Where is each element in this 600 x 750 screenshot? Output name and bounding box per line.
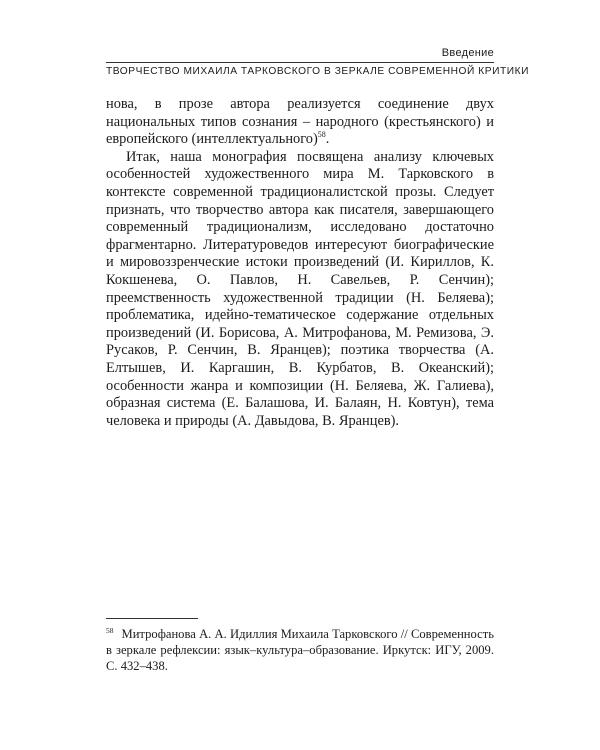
- paragraph-1-end: .: [325, 131, 330, 148]
- footnote-number: 58: [106, 626, 114, 635]
- paragraph-continued: [106, 96, 494, 149]
- footnote-divider: [106, 618, 198, 619]
- running-head: [106, 46, 529, 79]
- book-title: ТВОРЧЕСТВО МИХАИЛА ТАРКОВСКОГО В ЗЕРКАЛЕ СОВРЕМЕННОЙ КРИТИКИ: [106, 66, 529, 77]
- main-text: [106, 96, 494, 430]
- section-label: Введение: [106, 46, 494, 63]
- footnote-text: Митрофанова А. А. Идиллия Михаила Тарковского // Современность в зеркале рефлексии: язык–культура–образование. Иркутск: ИГУ, 2009. С. 432–438.: [106, 627, 494, 673]
- footnote: [106, 626, 494, 674]
- paragraph-1-text: нова, в прозе автора реализуется соединение двух национальных типов сознания – народного (крестьянского) и европейского (интеллектуального): [106, 96, 494, 148]
- footnote-reference[interactable]: 58: [317, 130, 326, 140]
- paragraph-2: Итак, наша монография посвящена анализу ключевых особенностей художественного мира М. Тарковского в контексте современной традиционалистской прозы. Следует признать, что творчество автора как писателя, завершающего современный традиционализм, исследовано достаточно фрагментарно. Литературоведов интересуют биографические и мировоззренческие истоки произведений (И. Кириллов, К. Кокшенева, О. Павлов, Н. Савельев, Р. Сенчин); преемственность художественной традиции (Н. Беляева); проблематика, идейно-тематическое содержание отдельных произведений (И. Борисова, А. Митрофанова, М. Ремизова, Э. Русаков, Р. Сенчин, В. Яранцев); поэтика творчества (А. Елтышев, И. Каргашин, В. Курбатов, В. Океанский); особенности жанра и композиции (Н. Беляева, Ж. Галиева), образная система (Е. Балашова, И. Балаян, Н. Ковтун), тема человека и природы (А. Давыдова, В. Яранцев).: [106, 148, 494, 429]
